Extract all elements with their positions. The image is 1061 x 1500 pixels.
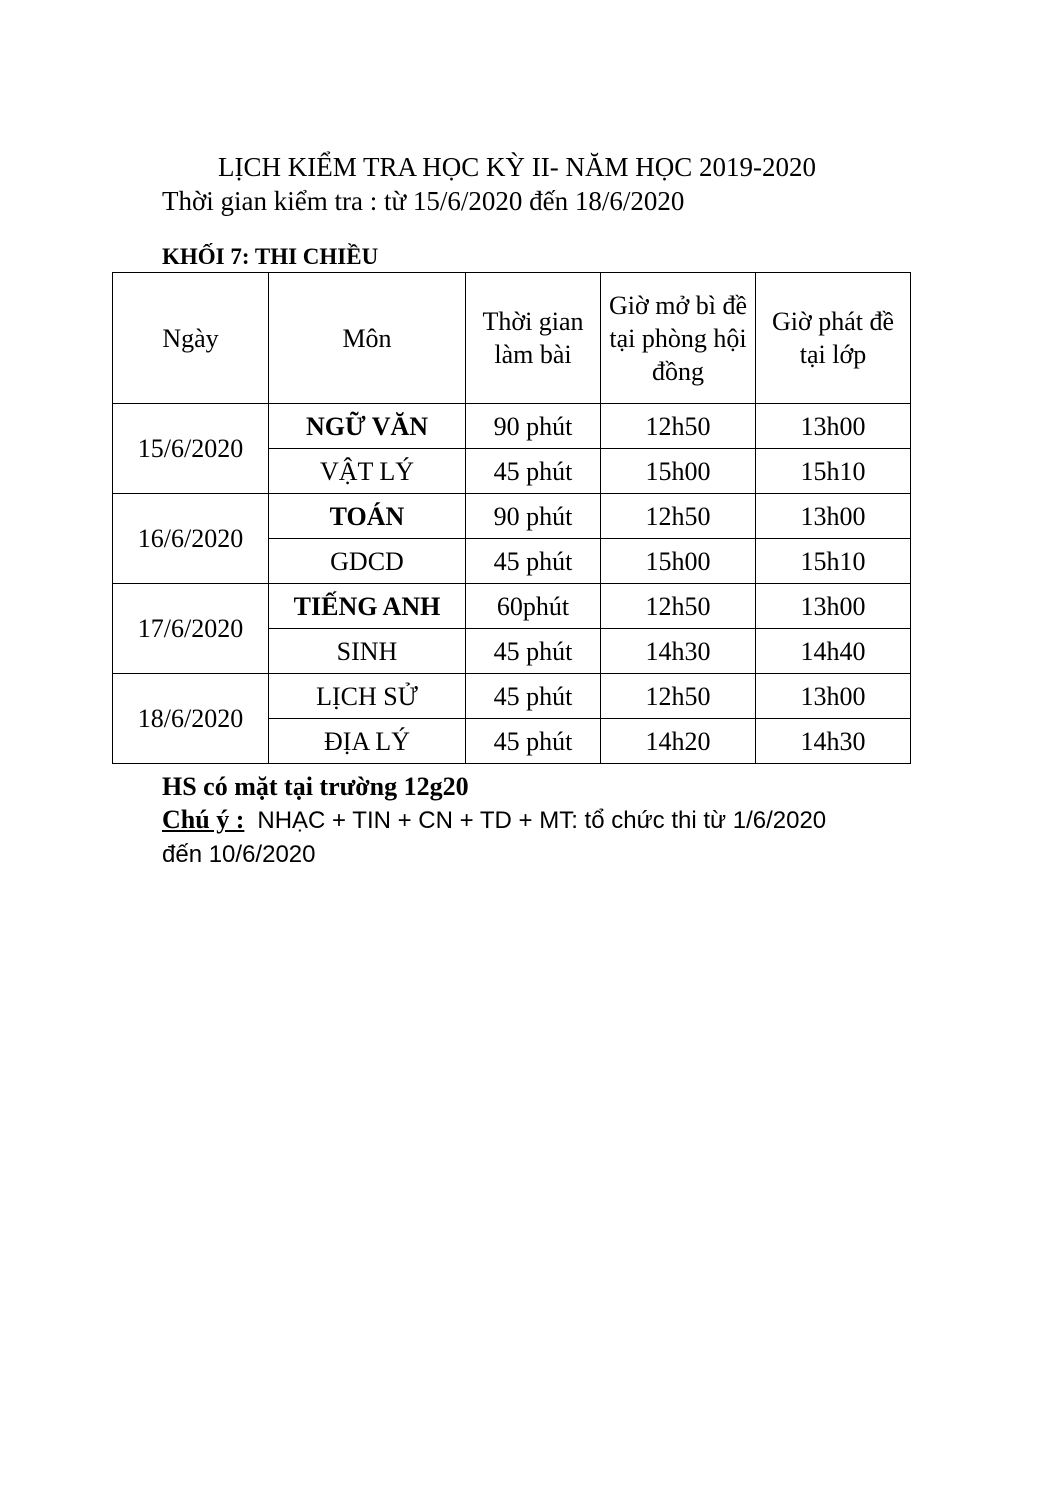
- document-title: LỊCH KIỂM TRA HỌC KỲ II- NĂM HỌC 2019-2020: [218, 152, 816, 182]
- issue-time-cell: 14h30: [756, 719, 911, 764]
- duration-cell: 45 phút: [466, 449, 601, 494]
- open-time-cell: 12h50: [601, 404, 756, 449]
- duration-cell: 90 phút: [466, 494, 601, 539]
- open-time-cell: 14h30: [601, 629, 756, 674]
- arrival-notice: HS có mặt tại trường 12g20: [162, 772, 469, 801]
- date-cell: 16/6/2020: [113, 494, 269, 584]
- exam-period: Thời gian kiểm tra : từ 15/6/2020 đến 18/6/2020: [162, 186, 685, 216]
- date-cell: 15/6/2020: [113, 404, 269, 494]
- duration-cell: 60phút: [466, 584, 601, 629]
- duration-cell: 45 phút: [466, 719, 601, 764]
- issue-time-cell: 15h10: [756, 539, 911, 584]
- duration-cell: 90 phút: [466, 404, 601, 449]
- subject-cell: SINH: [269, 629, 466, 674]
- exam-note: [162, 803, 862, 871]
- open-time-cell: 12h50: [601, 494, 756, 539]
- header-date: Ngày: [113, 273, 269, 404]
- issue-time-cell: 13h00: [756, 674, 911, 719]
- table-header-row: [113, 273, 911, 404]
- table-row: [113, 494, 911, 539]
- table-row: [113, 674, 911, 719]
- issue-time-cell: 15h10: [756, 449, 911, 494]
- subject-cell: TIẾNG ANH: [269, 584, 466, 629]
- duration-cell: 45 phút: [466, 539, 601, 584]
- duration-cell: 45 phút: [466, 629, 601, 674]
- issue-time-cell: 13h00: [756, 584, 911, 629]
- section-heading: KHỐI 7: THI CHIỀU: [162, 244, 379, 269]
- subject-cell: NGỮ VĂN: [269, 404, 466, 449]
- subject-cell: GDCD: [269, 539, 466, 584]
- table-row: [113, 404, 911, 449]
- duration-cell: 45 phút: [466, 674, 601, 719]
- note-text: NHẠC + TIN + CN + TD + MT: tổ chức thi từ 1/6/2020 đến 10/6/2020: [162, 807, 827, 868]
- exam-schedule-table: [112, 272, 911, 764]
- open-time-cell: 15h00: [601, 449, 756, 494]
- header-duration: Thời gian làm bài: [466, 273, 601, 404]
- open-time-cell: 12h50: [601, 674, 756, 719]
- subject-cell: TOÁN: [269, 494, 466, 539]
- issue-time-cell: 13h00: [756, 404, 911, 449]
- header-issue-time: Giờ phát đề tại lớp: [756, 273, 911, 404]
- note-label: Chú ý :: [162, 805, 245, 834]
- issue-time-cell: 13h00: [756, 494, 911, 539]
- open-time-cell: 12h50: [601, 584, 756, 629]
- open-time-cell: 14h20: [601, 719, 756, 764]
- header-subject: Môn: [269, 273, 466, 404]
- open-time-cell: 15h00: [601, 539, 756, 584]
- issue-time-cell: 14h40: [756, 629, 911, 674]
- date-cell: 17/6/2020: [113, 584, 269, 674]
- date-cell: 18/6/2020: [113, 674, 269, 764]
- table-row: [113, 584, 911, 629]
- subject-cell: ĐỊA LÝ: [269, 719, 466, 764]
- subject-cell: LỊCH SỬ: [269, 674, 466, 719]
- header-open-time: Giờ mở bì đề tại phòng hội đồng: [601, 273, 756, 404]
- subject-cell: VẬT LÝ: [269, 449, 466, 494]
